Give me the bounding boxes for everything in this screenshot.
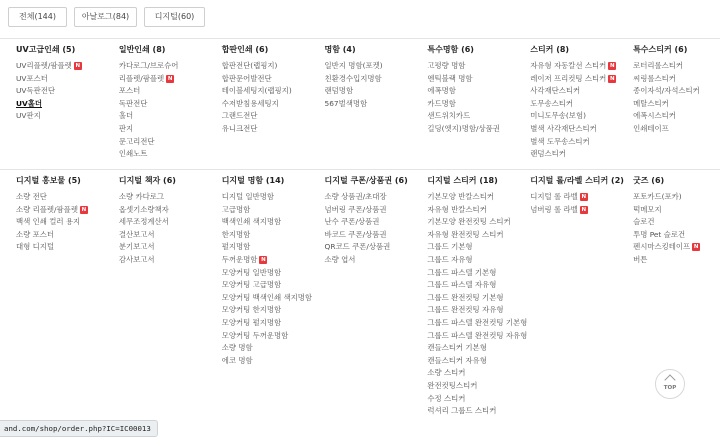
category-link[interactable] — [16, 241, 103, 254]
category-link[interactable] — [633, 73, 720, 86]
category-link-label: 캔들스티커 기본형 — [427, 343, 487, 353]
category-item-list — [119, 191, 206, 267]
category-link-label: 백색 인쇄 컬러 용지 — [16, 217, 81, 227]
category-link-label: 그룹드 파스텔 기본형 — [427, 267, 497, 277]
category-link-label: 유니크전단 — [221, 123, 258, 133]
category-link[interactable] — [427, 60, 514, 73]
category-link-label: 수정 스티커 — [427, 393, 466, 403]
category-item-list — [119, 60, 206, 161]
tab-all[interactable]: 전체(144) — [8, 7, 67, 27]
category-link[interactable] — [325, 60, 412, 73]
new-badge-icon: N — [167, 75, 173, 82]
category-link[interactable] — [530, 123, 617, 136]
category-column — [103, 39, 206, 161]
category-title[interactable]: 디지털 쿠폰/상품권 (6) — [324, 176, 408, 185]
category-link-label: 난수 쿠폰/상품권 — [324, 217, 380, 227]
category-link-label: 도무송스티커 — [530, 98, 574, 108]
category-link[interactable] — [16, 98, 103, 111]
category-link-label: 슬로건 — [633, 217, 655, 227]
category-link-label: 소량 스티커 — [427, 368, 466, 378]
new-badge-icon: N — [75, 63, 81, 69]
category-link[interactable] — [427, 204, 514, 217]
category-column — [411, 170, 528, 418]
filter-tabs — [8, 7, 205, 27]
category-title[interactable]: 일반인쇄 (8) — [118, 45, 166, 54]
category-link[interactable] — [222, 85, 309, 98]
category-link-label: 모양커팅 두꺼운명함 — [221, 330, 289, 340]
category-link[interactable] — [222, 317, 309, 330]
category-link-label: UV포스터 — [16, 73, 48, 83]
category-link-label: 합판전단(랩핑지) — [221, 61, 278, 70]
category-link[interactable] — [119, 73, 206, 86]
category-link[interactable] — [427, 254, 514, 267]
category-link-label: 완전컷팅스티커 — [427, 380, 478, 390]
category-link[interactable] — [530, 85, 617, 98]
category-link-label: 별색 도무송스티커 — [530, 136, 590, 146]
category-link-label: 소량 리플렛/팜플렛 — [16, 204, 78, 214]
category-link[interactable] — [16, 73, 103, 86]
category-link-label: 자유형 자동칼선 스티커 — [530, 61, 607, 70]
category-link-label: 그룹드 기본형 — [427, 242, 473, 252]
category-link[interactable] — [119, 241, 206, 254]
category-link[interactable] — [427, 380, 514, 393]
category-link-label: 홀더 — [118, 111, 134, 121]
arrow-up-icon — [664, 374, 675, 385]
category-link-label: 떡메모지 — [633, 204, 662, 214]
category-link-label: 고급명함 — [221, 204, 251, 214]
category-link[interactable] — [427, 342, 514, 355]
category-link-label: 그룹드 자유형 — [427, 254, 473, 264]
category-link[interactable] — [119, 85, 206, 98]
category-link[interactable] — [633, 204, 720, 217]
category-link[interactable] — [16, 85, 103, 98]
category-link[interactable] — [530, 98, 617, 111]
category-column — [0, 170, 103, 418]
category-link-label: 일반지 명함(포켓) — [324, 61, 383, 70]
category-link[interactable] — [222, 279, 309, 292]
new-badge-icon: N — [581, 206, 587, 213]
category-link-label: 그랜드전단 — [221, 111, 258, 121]
category-link-label: 인쇄노트 — [118, 149, 148, 159]
category-link[interactable] — [530, 136, 617, 149]
category-link-label: 독판전단 — [118, 98, 148, 108]
category-link-label: 친환경수입지명함 — [324, 73, 382, 83]
category-link-label: 카드명함 — [427, 98, 456, 108]
category-link[interactable] — [221, 292, 313, 305]
category-link[interactable] — [427, 110, 514, 123]
category-link[interactable] — [530, 148, 617, 161]
category-link-label: 자유형 반칼스티커 — [427, 204, 487, 214]
category-link[interactable] — [427, 279, 514, 292]
category-link[interactable] — [119, 136, 206, 149]
category-link-label: 그룹드 파스텔 완전컷팅 기본형 — [427, 317, 528, 327]
category-link-label: 소량 전단 — [16, 192, 47, 201]
category-link[interactable] — [222, 110, 309, 123]
category-link[interactable] — [325, 241, 412, 254]
category-link[interactable] — [16, 60, 103, 73]
category-title[interactable]: 특수명함 (6) — [427, 45, 474, 54]
category-link-label: 로터리롤스티커 — [633, 61, 684, 70]
category-link[interactable] — [16, 110, 103, 123]
category-link-label: 캔들스티커 자유형 — [427, 355, 487, 365]
new-badge-icon: N — [261, 256, 266, 263]
category-item-list — [325, 60, 412, 110]
category-link[interactable] — [427, 267, 514, 280]
category-link[interactable] — [633, 123, 720, 136]
category-link[interactable] — [530, 73, 617, 86]
category-link-label: 종이자석/자석스티커 — [633, 86, 700, 96]
category-link[interactable] — [325, 204, 412, 217]
category-link-label: 소량 카다로그 — [118, 192, 165, 201]
category-link-label: 소량 포스터 — [16, 229, 55, 239]
category-link[interactable] — [222, 355, 309, 368]
category-link-label: 넘버링 롤 라벨 — [530, 204, 578, 214]
new-badge-icon: N — [81, 206, 87, 213]
category-item-list — [16, 60, 103, 123]
category-link[interactable] — [427, 393, 514, 406]
category-link-label: 투명 Pet 슬로건 — [633, 229, 686, 239]
category-link[interactable] — [222, 216, 309, 229]
category-link-label: 합판문어발전단 — [221, 73, 272, 83]
category-link-label: 모양커팅 한지명함 — [221, 305, 282, 315]
category-link[interactable] — [427, 241, 514, 254]
category-link[interactable] — [222, 229, 309, 242]
category-link[interactable] — [119, 254, 206, 267]
category-link[interactable] — [427, 73, 514, 86]
category-link-label: 백색인쇄 색지명함 — [221, 217, 282, 227]
category-link-label: 소량 상품권/초대장 — [324, 192, 387, 201]
category-column — [0, 39, 103, 161]
category-link-label: 바코드 쿠폰/상품권 — [324, 229, 387, 239]
scroll-top-button[interactable] — [655, 369, 685, 399]
category-link[interactable] — [119, 123, 206, 136]
category-link-label: QR코드 쿠폰/상품권 — [324, 242, 391, 252]
category-link[interactable] — [427, 85, 514, 98]
category-link-label: 에코 명함 — [221, 355, 253, 365]
category-link[interactable] — [325, 229, 412, 242]
category-link[interactable] — [427, 292, 514, 305]
category-link[interactable] — [16, 191, 103, 204]
category-link-label: 별색 사각재단스티커 — [530, 123, 597, 133]
category-title[interactable]: 스티커 (8) — [530, 45, 570, 54]
category-column — [514, 170, 624, 418]
category-link[interactable] — [222, 304, 309, 317]
category-link[interactable] — [633, 60, 720, 73]
category-link-label: 감사보고서 — [118, 254, 155, 264]
category-link-label: 기본모양 완전컷팅 스티커 — [427, 217, 511, 227]
category-link-label: 자유형 완전컷팅 스티커 — [427, 229, 504, 239]
category-link[interactable] — [119, 110, 206, 123]
category-link-label: 소량 엽서 — [324, 254, 356, 264]
category-link-label: 샌드위치카드 — [427, 111, 471, 121]
category-link[interactable] — [119, 216, 206, 229]
category-link-label: 펄지명함 — [221, 242, 251, 252]
category-link[interactable] — [222, 191, 309, 204]
category-link[interactable] — [119, 204, 206, 217]
category-item-list — [221, 191, 313, 367]
category-link[interactable] — [427, 405, 514, 418]
category-link[interactable] — [427, 216, 514, 229]
category-column — [309, 170, 412, 418]
category-title[interactable]: 디지털 명함 (14) — [221, 176, 285, 185]
new-badge-icon: N — [693, 244, 699, 251]
category-link-label: 기본모양 반칼스티커 — [427, 192, 494, 201]
category-link[interactable] — [427, 367, 514, 380]
category-link[interactable] — [119, 191, 206, 204]
category-link-label: 그룹드 파스텔 자유형 — [427, 280, 497, 290]
category-link-label: 대형 디지털 — [16, 242, 55, 252]
category-column — [617, 39, 720, 161]
category-link[interactable] — [222, 123, 309, 136]
category-link[interactable] — [427, 123, 514, 136]
category-link[interactable] — [427, 355, 514, 368]
category-link-label: 랜덤명함 — [324, 86, 354, 96]
category-link-label: 그룹드 파스텔 완전컷팅 자유형 — [427, 330, 528, 340]
category-link-label: 엔틱블랙 명함 — [427, 73, 473, 83]
category-link[interactable] — [222, 98, 309, 111]
category-column — [206, 39, 309, 161]
category-link-label: 옵셋기소량책자 — [118, 204, 169, 214]
category-title[interactable]: 디지털 책자 (6) — [118, 176, 176, 185]
category-link-label: 한지명함 — [221, 229, 251, 239]
category-link[interactable] — [16, 204, 103, 217]
category-title[interactable]: 굿즈 (6) — [633, 176, 665, 185]
category-link-label: 고평량 명함 — [427, 61, 466, 70]
category-link-label: 세무조정계산서 — [118, 217, 169, 227]
category-link-label: 에폭명함 — [427, 86, 456, 96]
category-grid-digital — [0, 169, 720, 418]
category-link[interactable] — [119, 148, 206, 161]
category-link[interactable] — [325, 191, 412, 204]
category-link[interactable] — [222, 204, 309, 217]
category-link[interactable] — [427, 229, 514, 242]
category-link-label: 카다로그/브로슈어 — [118, 61, 179, 70]
category-item-list — [427, 191, 528, 418]
category-link[interactable] — [119, 229, 206, 242]
tab-analog[interactable]: 아날로그(84) — [74, 7, 137, 27]
category-link-label: 모양커팅 고급명함 — [221, 280, 282, 290]
category-link-label: 모양커팅 일반명함 — [221, 267, 282, 277]
category-link[interactable] — [119, 98, 206, 111]
category-link-label: 포스터 — [118, 86, 141, 96]
category-link-label: 럭셔리 그룹드 스티커 — [427, 406, 497, 416]
category-item-list — [222, 60, 309, 136]
category-link-label: UV독판전단 — [16, 86, 56, 96]
category-link[interactable] — [633, 110, 720, 123]
category-link[interactable] — [16, 229, 103, 242]
category-item-list — [16, 191, 103, 254]
category-link-label: 포토카드(포카) — [633, 192, 682, 201]
category-link-label: 에폭시스티커 — [633, 111, 676, 121]
category-column — [514, 39, 617, 161]
category-link-label: 소량 명함 — [221, 343, 253, 353]
category-item-list — [633, 191, 720, 267]
category-link-label: 수저받침용세팅지 — [221, 98, 279, 108]
category-link[interactable] — [222, 342, 309, 355]
category-item-list — [325, 191, 412, 267]
category-link[interactable] — [325, 254, 412, 267]
category-column — [206, 170, 313, 418]
category-link-label: 판지 — [118, 123, 134, 133]
category-link-label: 분기보고서 — [118, 242, 155, 252]
category-title[interactable]: 디지털 롤/라벨 스티커 (2) — [530, 176, 624, 185]
category-link[interactable] — [633, 254, 720, 267]
category-column — [103, 170, 206, 418]
category-title[interactable]: UV고급인쇄 (5) — [16, 45, 76, 54]
category-link[interactable] — [119, 60, 206, 73]
category-link[interactable] — [530, 204, 617, 217]
category-link[interactable] — [427, 317, 528, 330]
category-link-label: 리플렛/팜플렛 — [118, 73, 165, 83]
category-item-list — [530, 60, 617, 161]
category-link[interactable] — [325, 98, 412, 111]
category-link[interactable] — [427, 330, 528, 343]
category-link-label: UV리플렛/팜플렛 — [16, 61, 72, 70]
category-link[interactable] — [530, 110, 617, 123]
category-link-label: 인쇄테이프 — [633, 123, 669, 133]
category-link-label: 문고리전단 — [118, 136, 155, 146]
category-link-label: 넘버링 쿠폰/상품권 — [324, 204, 387, 214]
category-link-label: 그룹드 완전컷팅 자유형 — [427, 305, 504, 315]
category-link-label: 펜시마스킹테이프 — [633, 242, 691, 252]
category-title[interactable]: 디지털 홍보물 (5) — [16, 176, 81, 185]
category-link[interactable] — [325, 73, 412, 86]
category-link[interactable] — [427, 304, 514, 317]
category-link[interactable] — [222, 330, 309, 343]
category-column — [309, 39, 412, 161]
category-link-label: 디지털 일반명함 — [221, 192, 275, 201]
category-link[interactable] — [530, 191, 617, 204]
category-item-list — [427, 60, 514, 136]
category-link-label: UV판지 — [16, 111, 41, 121]
category-link-label: 버튼 — [633, 254, 648, 264]
category-link-label: 모양커팅 백색인쇄 색지명함 — [221, 292, 313, 302]
category-title[interactable]: 합판인쇄 (6) — [221, 45, 269, 54]
tab-digital[interactable]: 디지털(60) — [144, 7, 205, 27]
category-item-list — [633, 60, 720, 136]
category-grid-analog — [0, 38, 720, 161]
category-link[interactable] — [633, 85, 720, 98]
category-link[interactable] — [427, 98, 514, 111]
category-item-list — [530, 191, 617, 216]
category-link[interactable] — [222, 241, 309, 254]
category-link-label: UV홀더 — [16, 98, 42, 108]
category-link-label: 모양커팅 펄지명함 — [221, 317, 282, 327]
category-link-label: 사각재단스티커 — [530, 86, 581, 96]
category-link-label: 테이블세팅지(랩핑지) — [221, 86, 292, 96]
new-badge-icon: N — [610, 75, 615, 82]
category-title[interactable]: 명함 (4) — [324, 45, 356, 54]
top-label: TOP — [663, 385, 677, 391]
category-link[interactable] — [633, 191, 720, 204]
category-link[interactable] — [222, 267, 309, 280]
category-link-label: 결산보고서 — [118, 229, 155, 239]
category-link[interactable] — [325, 216, 412, 229]
category-link-label: 그룹드 완전컷팅 기본형 — [427, 292, 504, 302]
category-link[interactable] — [16, 216, 103, 229]
category-link[interactable] — [633, 241, 720, 254]
category-link-label: 두꺼운명함 — [221, 254, 258, 264]
new-badge-icon: N — [581, 194, 587, 200]
category-link-label: 567벌색명함 — [324, 98, 368, 108]
category-link-label: 미니도무송(보험) — [530, 111, 586, 121]
category-title[interactable]: 디지털 스티커 (18) — [427, 176, 498, 185]
category-link[interactable] — [530, 60, 617, 73]
status-bar-url: and.com/shop/order.php?IC=IC00013 — [0, 420, 158, 437]
category-column — [411, 39, 514, 161]
category-link[interactable] — [222, 254, 309, 267]
category-link[interactable] — [427, 191, 514, 204]
category-link-label: 길딩(엣지)명함/상품권 — [427, 123, 500, 133]
category-link-label: 디지털 롤 라벨 — [530, 192, 578, 201]
category-link-label: 레이저 프리컷팅 스티커 — [530, 73, 607, 83]
category-title[interactable]: 특수스티커 (6) — [633, 45, 688, 54]
category-link[interactable] — [633, 98, 720, 111]
new-badge-icon: N — [610, 63, 615, 69]
category-link[interactable] — [222, 60, 309, 73]
category-link-label: 씨링롤스티커 — [633, 73, 676, 83]
category-link[interactable] — [222, 73, 309, 86]
category-link[interactable] — [325, 85, 412, 98]
category-link-label: 랜덤스티커 — [530, 149, 566, 159]
category-link[interactable] — [633, 229, 720, 242]
category-link[interactable] — [633, 216, 720, 229]
category-link-label: 메탈스티커 — [633, 98, 669, 108]
